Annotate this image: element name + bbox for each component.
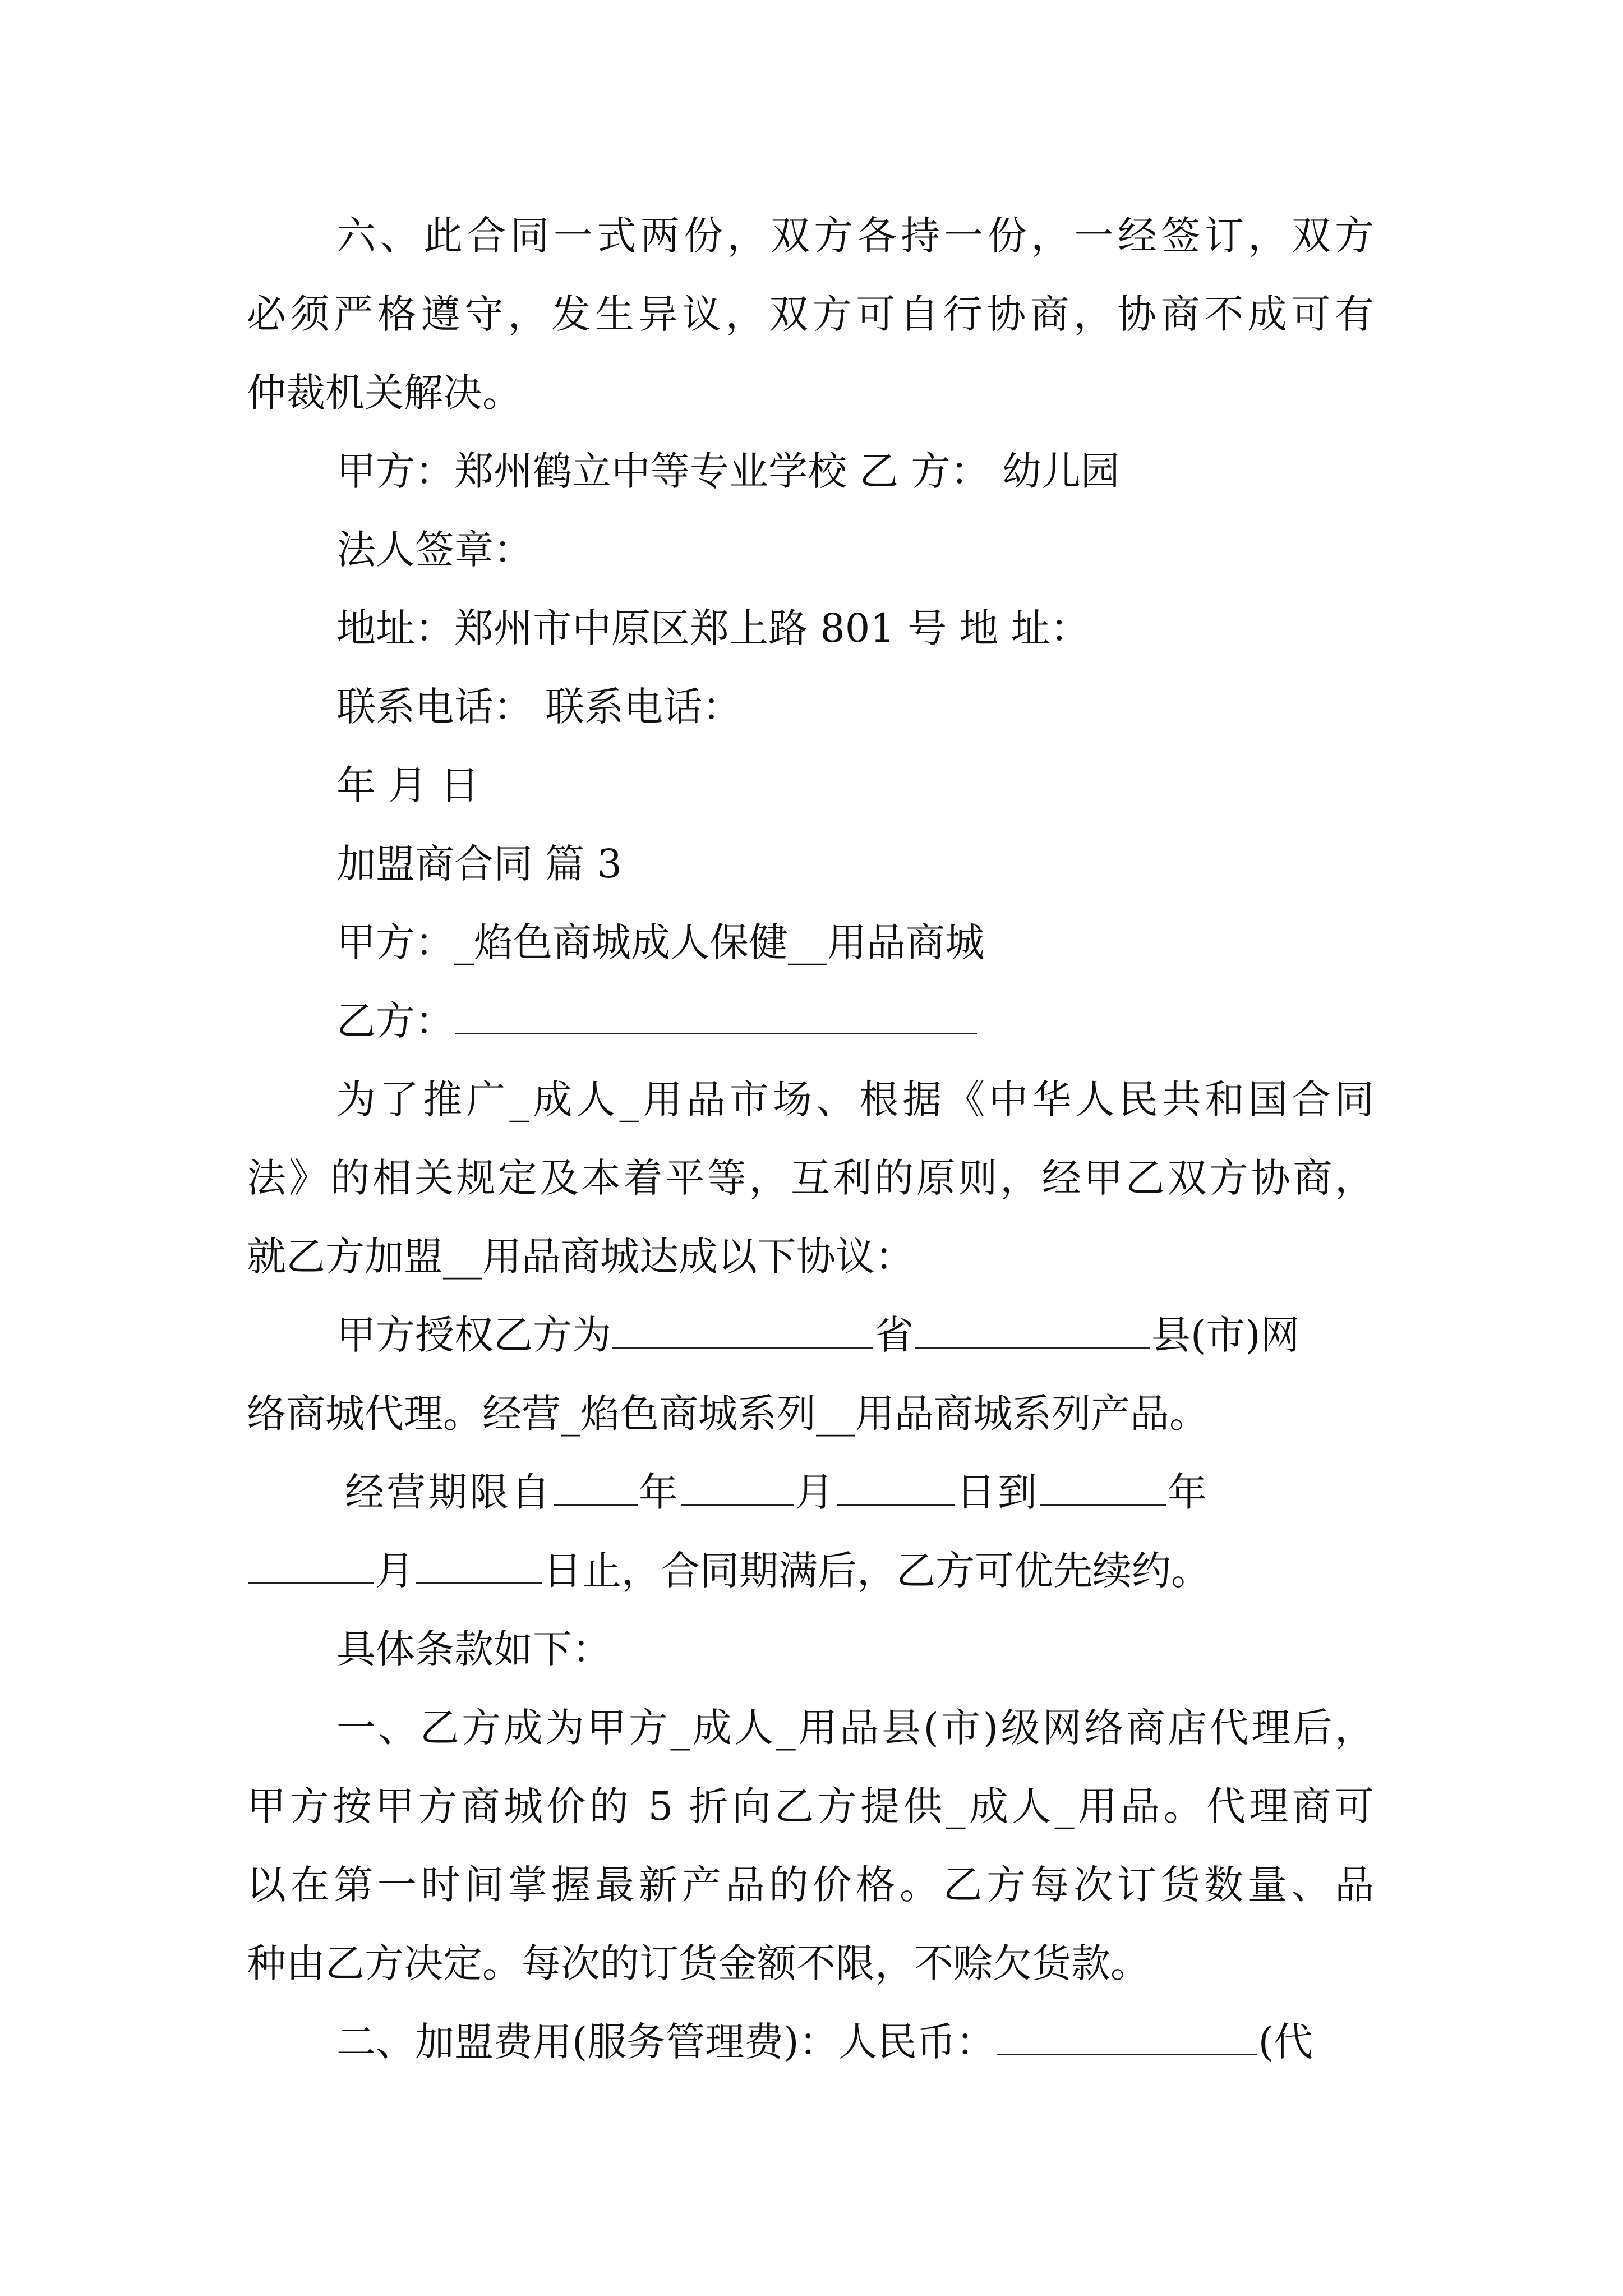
blank-line — [455, 996, 977, 1035]
blank-line — [915, 1310, 1150, 1349]
blank-line — [416, 1545, 542, 1585]
blank-line — [997, 2017, 1257, 2056]
phone-line: 联系电话： 联系电话： — [336, 684, 742, 730]
text-segment: 月 — [375, 1548, 414, 1594]
paragraph-line: 六、此合同一式两份，双方各持一份，一经签订，双方 — [336, 213, 1374, 259]
text-segment: 甲方授权乙方为 — [336, 1312, 611, 1358]
section-title: 加盟商合同 篇 3 — [336, 841, 623, 887]
paragraph-line: 为了推广_成人_用品市场、根据《中华人民共和国合同 — [336, 1076, 1374, 1122]
date-line: 年 月 日 — [336, 762, 479, 808]
text-segment: 县(市)网 — [1151, 1312, 1300, 1358]
text-segment: (代 — [1258, 2019, 1313, 2065]
paragraph-line: 仲裁机关解决。 — [247, 370, 522, 416]
text-segment: 二、加盟费用(服务管理费)：人民币： — [336, 2019, 995, 2065]
party-b-line — [336, 982, 1374, 1060]
paragraph-line: 络商城代理。经营_焰色商城系列__用品商城系列产品。 — [247, 1391, 1209, 1437]
blank-line — [248, 1545, 374, 1585]
blank-line — [1040, 1467, 1166, 1506]
fee-line — [336, 2003, 1374, 2081]
text-segment: 经营期限自 — [345, 1469, 552, 1515]
paragraph-line: 法》的相关规定及本着平等，互利的原则，经甲乙双方协商， — [247, 1155, 1374, 1201]
party-a-line: 甲方：郑州鹤立中等专业学校 乙 方： 幼儿园 — [336, 448, 1120, 494]
paragraph-line: 具体条款如下： — [336, 1626, 611, 1672]
text-segment: 日止，合同期满后，乙方可优先续约。 — [543, 1548, 1210, 1594]
signature-line: 法人签章： — [336, 527, 533, 573]
party-b-label: 乙方： — [336, 998, 454, 1044]
blank-line — [837, 1467, 955, 1506]
paragraph-line: 必须严格遵守，发生异议，双方可自行协商，协商不成可有 — [247, 291, 1374, 337]
paragraph-line: 种由乙方决定。每次的订货金额不限，不赊欠货款。 — [247, 1940, 1150, 1986]
blank-line — [554, 1467, 638, 1506]
paragraph-line: 以在第一时间掌握最新产品的价格。乙方每次订货数量、品 — [247, 1862, 1374, 1908]
paragraph-line: 就乙方加盟__用品商城达成以下协议： — [247, 1234, 914, 1280]
text-segment: 省 — [874, 1312, 914, 1358]
text-segment: 年 — [639, 1469, 680, 1515]
paragraph-line: 甲方按甲方商城价的 5 折向乙方提供_成人_用品。代理商可 — [247, 1783, 1374, 1829]
text-segment: 年 — [1168, 1469, 1209, 1515]
term-line — [247, 1531, 1374, 1610]
blank-line — [681, 1467, 794, 1506]
authorization-line — [336, 1296, 1374, 1374]
address-line: 地址：郑州市中原区郑上路 801 号 地 址： — [336, 605, 1090, 651]
party-a-line: 甲方：_焰色商城成人保健__用品商城 — [336, 919, 984, 965]
text-segment: 日到 — [956, 1469, 1039, 1515]
text-segment: 月 — [795, 1469, 836, 1515]
blank-line — [612, 1310, 873, 1349]
paragraph-line: 一、乙方成为甲方_成人_用品县(市)级网络商店代理后， — [336, 1705, 1374, 1751]
term-line — [345, 1453, 1374, 1531]
